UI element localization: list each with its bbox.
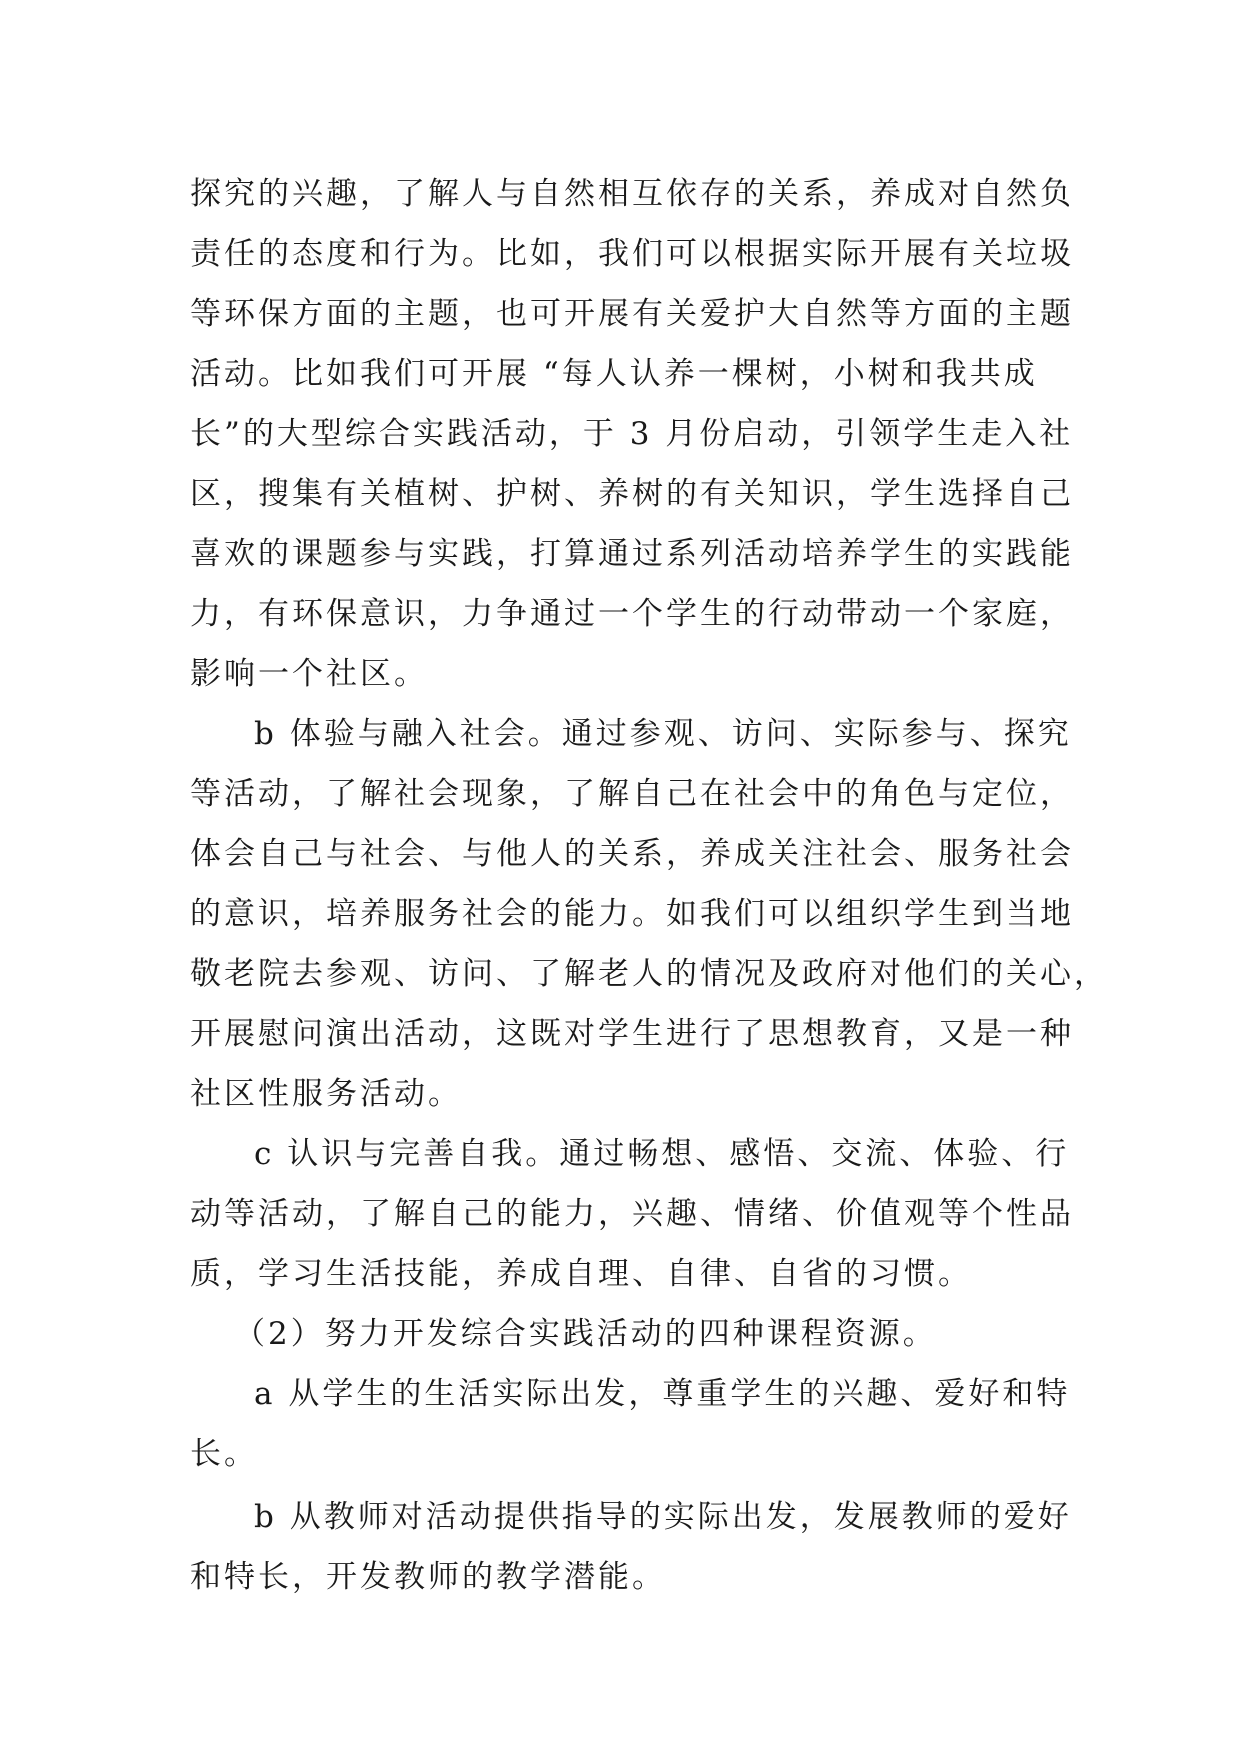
text-line: 活动。比如我们可开展 “每人认养一棵树，小树和我共成	[190, 356, 1038, 392]
text-line: 社区性服务活动。	[190, 1076, 462, 1112]
paragraph-first-line: b 体验与融入社会。通过参观、访问、实际参与、探究	[254, 716, 1072, 752]
text-line: 的意识，培养服务社会的能力。如我们可以组织学生到当地	[190, 896, 1074, 932]
text-line: 和特长，开发教师的教学潜能。	[190, 1559, 666, 1595]
text-line: 动等活动，了解自己的能力，兴趣、情绪、价值观等个性品	[190, 1196, 1074, 1232]
text-line: 责任的态度和行为。比如，我们可以根据实际开展有关垃圾	[190, 236, 1074, 272]
text-line: 长”的大型综合实践活动，于 3 月份启动，引领学生走入社	[190, 416, 1074, 452]
document-body	[190, 164, 1108, 1607]
text-line: 等环保方面的主题，也可开展有关爱护大自然等方面的主题	[190, 296, 1074, 332]
text-line: 等活动，了解社会现象，了解自己在社会中的角色与定位，	[190, 776, 1074, 812]
text-line: 影响一个社区。	[190, 656, 428, 692]
paragraph-first-line: b 从教师对活动提供指导的实际出发，发展教师的爱好	[254, 1499, 1072, 1535]
text-line: 质，学习生活技能，养成自理、自律、自省的习惯。	[190, 1256, 972, 1292]
text-line: 长。	[190, 1436, 258, 1472]
section-heading-line: （2）努力开发综合实践活动的四种课程资源。	[234, 1316, 937, 1352]
text-line: 探究的兴趣，了解人与自然相互依存的关系，养成对自然负	[190, 176, 1074, 212]
paragraph-first-line: c 认识与完善自我。通过畅想、感悟、交流、体验、行	[254, 1136, 1070, 1172]
text-line: 喜欢的课题参与实践，打算通过系列活动培养学生的实践能	[190, 536, 1074, 572]
text-line: 体会自己与社会、与他人的关系，养成关注社会、服务社会	[190, 836, 1074, 872]
text-line: 敬老院去参观、访问、了解老人的情况及政府对他们的关心，	[190, 956, 1108, 992]
text-line: 开展慰问演出活动，这既对学生进行了思想教育，又是一种	[190, 1016, 1074, 1052]
text-line: 力，有环保意识，力争通过一个学生的行动带动一个家庭，	[190, 596, 1074, 632]
paragraph-first-line: a 从学生的生活实际出发，尊重学生的兴趣、爱好和特	[254, 1376, 1071, 1412]
text-line: 区，搜集有关植树、护树、养树的有关知识，学生选择自己	[190, 476, 1074, 512]
